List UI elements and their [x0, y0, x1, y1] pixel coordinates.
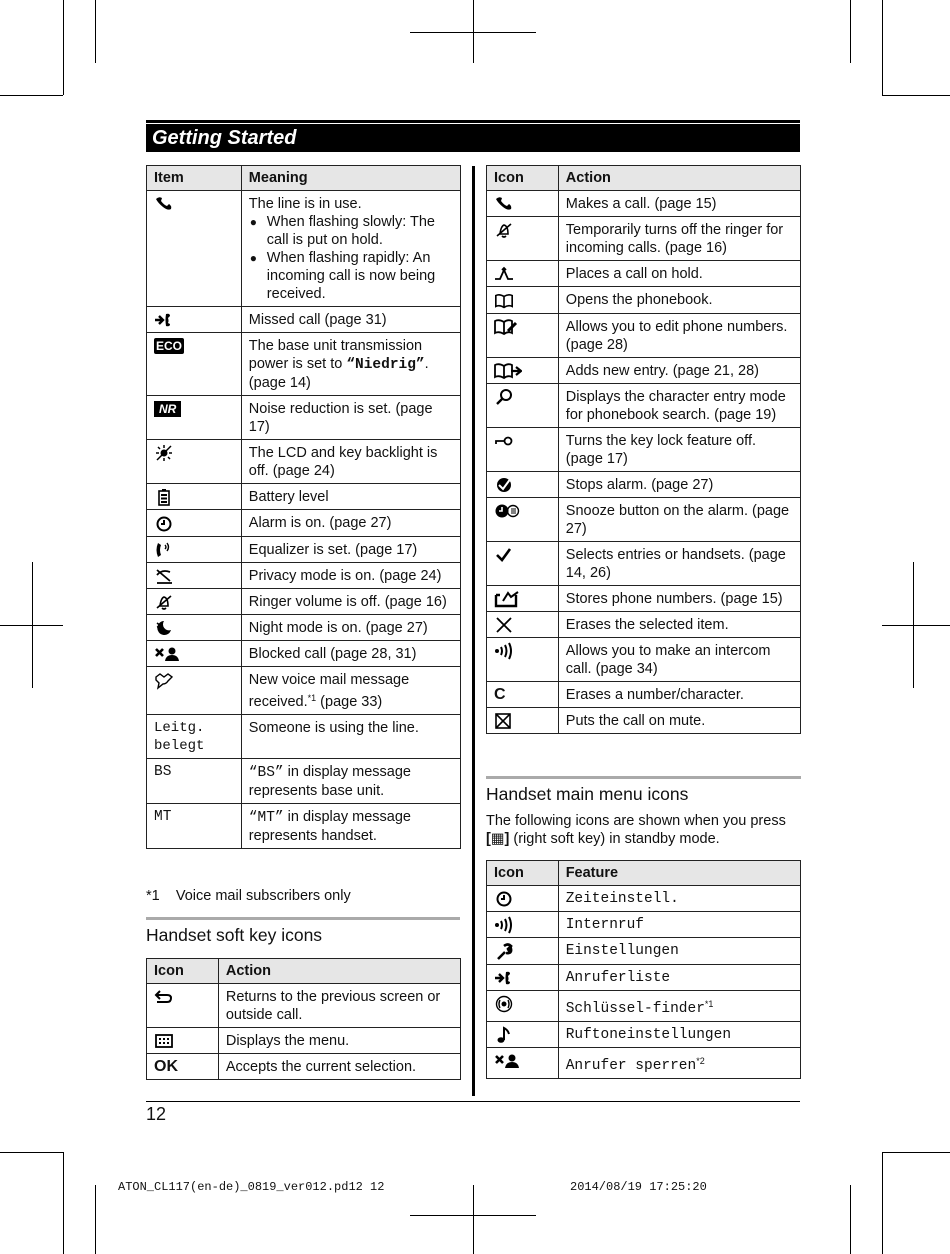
action-text: Snooze button on the alarm. (page 27)	[558, 497, 800, 541]
battery-icon	[154, 488, 174, 506]
footnote-ref: *1	[307, 693, 317, 704]
crop-mark	[882, 1152, 883, 1254]
key-icon	[494, 432, 514, 450]
privacy-mode-icon	[154, 567, 174, 585]
crop-mark	[32, 562, 33, 688]
table-row	[147, 804, 461, 849]
menu-item-label: Zeiteinstell.	[558, 886, 800, 912]
search-icon	[494, 388, 514, 406]
action-text: Allows you to edit phone numbers. (page 28)	[558, 313, 800, 357]
mute-icon	[494, 712, 514, 730]
table-row	[147, 641, 461, 667]
table-row	[487, 1021, 801, 1047]
meaning-text: Missed call (page 31)	[241, 307, 460, 333]
table-row	[147, 984, 461, 1028]
table-row	[487, 497, 801, 541]
action-icons-table	[486, 165, 801, 734]
table-row	[147, 562, 461, 588]
table-row	[147, 1054, 461, 1080]
menu-item-label: Internruf	[558, 912, 800, 938]
table-row	[487, 990, 801, 1021]
crop-mark	[63, 0, 64, 95]
table-header: Meaning	[241, 166, 460, 191]
night-mode-icon	[154, 619, 174, 637]
section-divider	[146, 917, 460, 920]
section-divider	[486, 776, 801, 779]
meaning-text: Blocked call (page 28, 31)	[241, 641, 460, 667]
display-text: Leitg. belegt	[147, 715, 242, 759]
ringer-off-icon	[154, 593, 174, 611]
blocked-call-icon	[494, 1052, 522, 1070]
action-text: Makes a call. (page 15)	[558, 191, 800, 217]
key-finder-icon	[494, 995, 514, 1013]
crop-mark	[882, 1152, 950, 1153]
meaning-text: in display message represents base unit.	[248, 764, 411, 800]
crop-mark	[882, 95, 950, 96]
crop-mark	[882, 0, 883, 95]
crop-mark	[850, 0, 851, 63]
table-row	[487, 682, 801, 708]
phonebook-add-icon	[494, 362, 522, 380]
table-header: Icon	[487, 861, 559, 886]
action-text: Turns the key lock feature off. (page 17)	[558, 427, 800, 471]
table-header: Icon	[147, 959, 219, 984]
menu-item-label: Ruftoneinstellungen	[558, 1021, 800, 1047]
table-row	[487, 261, 801, 287]
back-arrow-icon	[154, 988, 174, 1006]
handset-off-hook-icon	[154, 195, 174, 213]
bullet-item: ● When flashing rapidly: An incoming call is now being received.	[267, 249, 453, 303]
menu-item-label: Anruferliste	[558, 964, 800, 990]
missed-call-icon	[494, 969, 514, 987]
crop-mark	[63, 1152, 64, 1254]
table-row	[487, 541, 801, 585]
blocked-call-icon	[154, 645, 182, 663]
table-row	[147, 715, 461, 759]
table-row	[147, 1028, 461, 1054]
ok-key-label: OK	[147, 1054, 219, 1080]
table-row	[147, 588, 461, 614]
crop-mark	[0, 1152, 63, 1153]
menu-grid-icon	[154, 1032, 174, 1050]
table-row	[487, 217, 801, 261]
crop-mark	[473, 1185, 474, 1254]
store-number-icon	[494, 590, 520, 608]
action-text: Erases the selected item.	[558, 612, 800, 638]
table-row	[147, 191, 461, 307]
display-text: BS	[147, 759, 242, 804]
meaning-text: The line is in use.	[248, 196, 362, 212]
crop-mark	[0, 95, 63, 96]
section-heading: Handset soft key icons	[146, 925, 323, 945]
meaning-text: (page 33)	[316, 694, 383, 711]
crop-mark	[95, 1185, 96, 1254]
clear-key-label: C	[487, 682, 559, 708]
table-header: Icon	[487, 166, 559, 191]
alarm-clock-icon	[154, 515, 174, 533]
meaning-text: in display message represents handset.	[248, 809, 411, 845]
action-text: Returns to the previous screen or outside call.	[218, 984, 460, 1028]
table-header: Feature	[558, 861, 800, 886]
footer-rule	[146, 1101, 800, 1102]
crop-mark	[410, 32, 536, 33]
erase-x-icon	[494, 616, 514, 634]
meaning-text: Ringer volume is off. (page 16)	[241, 588, 460, 614]
table-row	[487, 1047, 801, 1078]
meaning-text: Night mode is on. (page 27)	[241, 615, 460, 641]
crop-mark	[882, 625, 950, 626]
table-row	[147, 307, 461, 333]
action-text: Selects entries or handsets. (page 14, 26)	[558, 541, 800, 585]
footnote-mark: *1	[146, 888, 160, 904]
crop-mark	[410, 1215, 536, 1216]
noise-reduction-icon: NR	[154, 401, 181, 417]
table-row	[147, 396, 461, 440]
voice-mail-icon	[154, 672, 174, 690]
table-row	[487, 585, 801, 611]
menu-item-label: Einstellungen	[558, 938, 800, 964]
display-value: “BS”	[248, 765, 284, 782]
action-text: Puts the call on mute.	[558, 708, 800, 734]
meaning-text: . (page 14)	[248, 356, 429, 392]
action-text: Allows you to make an intercom call. (page 34)	[558, 638, 800, 682]
crop-mark	[913, 562, 914, 688]
missed-call-icon	[154, 311, 174, 329]
action-text: Temporarily turns off the ringer for incoming calls. (page 16)	[558, 217, 800, 261]
table-row	[147, 536, 461, 562]
display-text: MT	[147, 804, 242, 849]
table-row	[487, 427, 801, 471]
action-text: Stores phone numbers. (page 15)	[558, 585, 800, 611]
intercom-icon	[494, 916, 514, 934]
table-row	[487, 612, 801, 638]
table-row	[487, 638, 801, 682]
table-row	[487, 938, 801, 964]
music-note-icon	[494, 1026, 514, 1044]
ringer-off-icon	[494, 221, 514, 239]
table-header: Action	[218, 959, 460, 984]
table-row	[147, 615, 461, 641]
print-date-info: 2014/08/19 17:25:20	[570, 1180, 707, 1194]
table-row	[147, 333, 461, 396]
table-row	[147, 759, 461, 804]
soft-key-table	[146, 958, 461, 1080]
crop-mark	[850, 1185, 851, 1254]
display-value: “MT”	[248, 810, 284, 827]
column-divider	[472, 166, 475, 1096]
table-row	[487, 357, 801, 383]
page-title: Getting Started	[146, 124, 800, 152]
table-row	[487, 886, 801, 912]
table-row	[487, 471, 801, 497]
main-menu-table	[486, 860, 801, 1079]
meaning-text: New voice mail message received.	[248, 672, 410, 711]
snooze-icon	[494, 502, 520, 520]
action-text: Places a call on hold.	[558, 261, 800, 287]
table-header: Action	[558, 166, 800, 191]
action-text: Displays the character entry mode for phonebook search. (page 19)	[558, 383, 800, 427]
status-icons-table	[146, 165, 461, 849]
phonebook-edit-icon	[494, 318, 518, 336]
intro-paragraph	[486, 812, 801, 848]
meaning-text: Battery level	[241, 484, 460, 510]
equalizer-icon	[154, 541, 174, 559]
wrench-icon	[494, 943, 514, 961]
meaning-text: Someone is using the line.	[241, 715, 460, 759]
table-row	[487, 964, 801, 990]
table-row	[487, 912, 801, 938]
meaning-text: The base unit transmission power is set to	[248, 338, 423, 373]
table-row	[487, 313, 801, 357]
footnote-ref: *1	[704, 998, 714, 1009]
bullet-item: ● When flashing slowly: The call is put on hold.	[267, 213, 453, 249]
footnote-ref: *2	[696, 1055, 705, 1066]
action-text: Accepts the current selection.	[218, 1054, 460, 1080]
backlight-off-icon	[154, 444, 174, 462]
intercom-icon	[494, 642, 514, 660]
action-text: Stops alarm. (page 27)	[558, 471, 800, 497]
meaning-text: The LCD and key backlight is off. (page 24)	[241, 440, 460, 484]
action-text: Erases a number/character.	[558, 682, 800, 708]
table-row	[147, 667, 461, 715]
hold-icon	[494, 265, 514, 283]
table-row	[487, 191, 801, 217]
table-row	[147, 484, 461, 510]
page-number: 12	[146, 1104, 167, 1124]
crop-mark	[95, 0, 96, 63]
eco-icon: ECO	[156, 339, 183, 354]
action-text: Adds new entry. (page 21, 28)	[558, 357, 800, 383]
meaning-text: Alarm is on. (page 27)	[241, 510, 460, 536]
action-text: Opens the phonebook.	[558, 287, 800, 313]
print-file-info: ATON_CL117(en-de)_0819_ver012.pd12 12	[118, 1180, 385, 1194]
menu-item-label: Anrufer sperren	[565, 1057, 697, 1074]
checkmark-icon	[494, 546, 514, 564]
intro-text: (right soft key) in standby mode.	[509, 831, 720, 847]
footnote	[146, 888, 351, 904]
phonebook-icon	[494, 292, 514, 310]
meaning-text: Equalizer is set. (page 17)	[241, 536, 460, 562]
section-heading: Handset main menu icons	[486, 784, 689, 804]
meaning-text: Privacy mode is on. (page 24)	[241, 562, 460, 588]
footnote-text: Voice mail subscribers only	[175, 888, 351, 904]
table-row	[147, 510, 461, 536]
table-header: Item	[147, 166, 242, 191]
table-row	[487, 383, 801, 427]
stop-alarm-icon	[494, 476, 514, 494]
handset-call-icon	[494, 195, 514, 213]
table-row	[487, 287, 801, 313]
alarm-clock-icon	[494, 890, 514, 908]
display-value: “Niedrig”	[346, 357, 425, 374]
action-text: Displays the menu.	[218, 1028, 460, 1054]
meaning-text: Noise reduction is set. (page 17)	[241, 396, 460, 440]
table-row	[487, 708, 801, 734]
intro-text: The following icons are shown when you press	[486, 813, 786, 829]
menu-key-icon: [▦]	[486, 831, 510, 847]
table-row	[147, 440, 461, 484]
menu-item-label: Schlüssel-finder	[565, 1000, 705, 1017]
